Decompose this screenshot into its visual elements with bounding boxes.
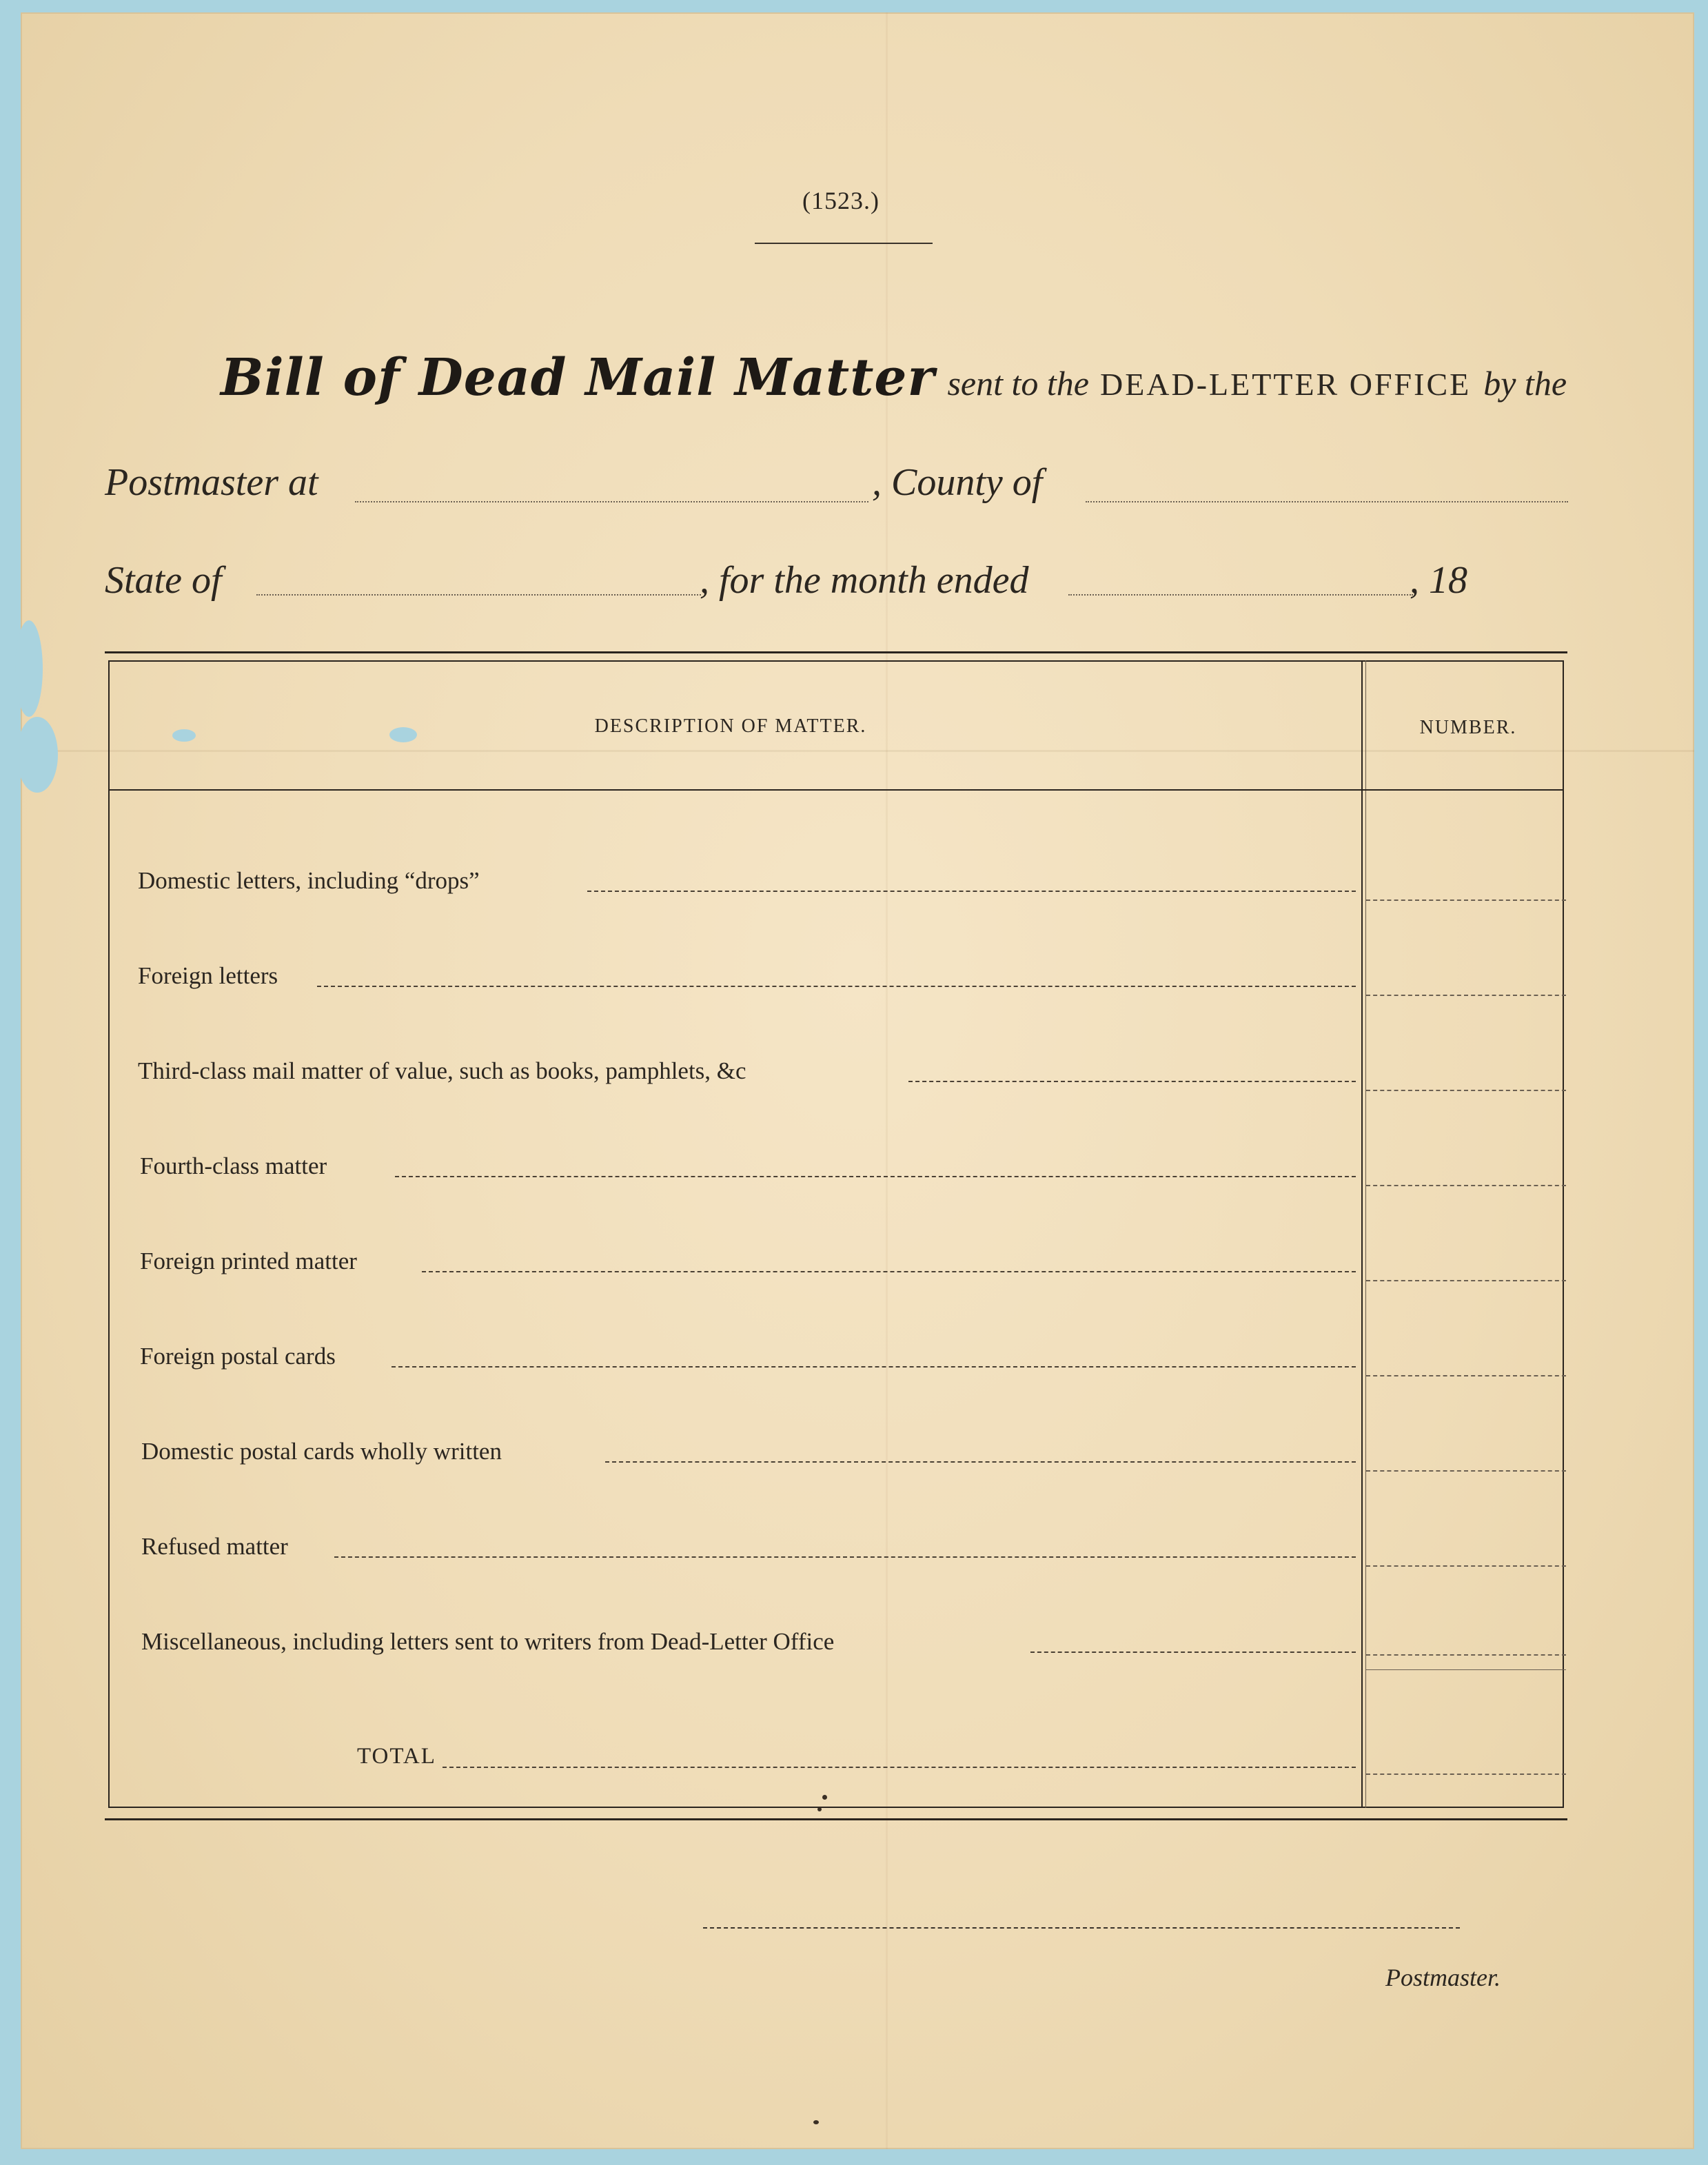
signature-line[interactable]: [703, 1927, 1460, 1929]
total-label: TOTAL: [357, 1744, 436, 1769]
row-leader: [587, 891, 1356, 892]
county-of-field[interactable]: [1086, 501, 1568, 502]
header-description: DESCRIPTION OF MATTER.: [594, 715, 867, 737]
ink-speck: [817, 1807, 822, 1811]
number-field[interactable]: [1366, 1185, 1566, 1186]
row-leader: [422, 1271, 1356, 1272]
row-leader: [605, 1461, 1356, 1463]
row-label-foreign-printed: Foreign printed matter: [140, 1248, 357, 1274]
total-number-field[interactable]: [1366, 1773, 1566, 1775]
number-field[interactable]: [1366, 1375, 1566, 1376]
state-of-label: State of: [105, 559, 222, 602]
number-separator: [1366, 1669, 1566, 1670]
title-tail: by the: [1483, 364, 1567, 403]
row-leader: [392, 1366, 1356, 1368]
state-of-field[interactable]: [256, 594, 701, 596]
total-leader: [443, 1767, 1356, 1768]
tear-mark: [15, 620, 43, 717]
header-rule: [108, 789, 1564, 791]
number-field[interactable]: [1366, 899, 1566, 901]
ink-speck: [822, 1795, 827, 1800]
column-separator-inner: [1365, 660, 1366, 1808]
row-label-fourth-class: Fourth-class matter: [140, 1152, 327, 1179]
year-label: , 18: [1410, 559, 1467, 602]
month-ended-label: , for the month ended: [700, 559, 1029, 602]
row-leader: [395, 1176, 1356, 1177]
row-leader: [1030, 1651, 1356, 1653]
row-label-foreign-letters: Foreign letters: [138, 962, 278, 989]
row-leader: [334, 1556, 1356, 1558]
row-label-miscellaneous: Miscellaneous, including letters sent to writers from Dead-Letter Office: [141, 1628, 835, 1655]
signature-label: Postmaster.: [1385, 1964, 1501, 1991]
number-field[interactable]: [1366, 1654, 1566, 1656]
row-leader: [908, 1081, 1356, 1082]
row-label-refused-matter: Refused matter: [141, 1533, 288, 1560]
number-field[interactable]: [1366, 995, 1566, 996]
form-title: [221, 348, 1606, 410]
column-separator: [1361, 660, 1363, 1808]
county-of-label: , County of: [872, 461, 1043, 504]
row-label-foreign-postal-cards: Foreign postal cards: [140, 1343, 336, 1370]
number-field[interactable]: [1366, 1470, 1566, 1472]
row-label-domestic-letters: Domestic letters, including “drops”: [138, 867, 480, 894]
title-script: sent to the: [947, 364, 1089, 403]
postmaster-at-label: Postmaster at: [105, 461, 318, 504]
month-ended-field[interactable]: [1068, 594, 1413, 596]
number-field[interactable]: [1366, 1280, 1566, 1281]
form-number-rule: [755, 243, 933, 244]
row-label-third-class: Third-class mail matter of value, such as books, pamphlets, &c: [138, 1057, 746, 1084]
ink-speck: [813, 2120, 819, 2124]
row-label-domestic-postal-cards: Domestic postal cards wholly written: [141, 1438, 502, 1465]
number-field[interactable]: [1366, 1090, 1566, 1091]
tear-mark: [17, 717, 58, 793]
postmaster-at-field[interactable]: [355, 501, 868, 502]
title-office: DEAD-LETTER OFFICE: [1099, 367, 1472, 402]
form-number: (1523.): [802, 187, 880, 214]
header-number: NUMBER.: [1419, 717, 1517, 738]
number-field[interactable]: [1366, 1565, 1566, 1567]
row-leader: [317, 986, 1356, 987]
title-bold: Bill of Dead Mail Matter: [221, 348, 935, 407]
